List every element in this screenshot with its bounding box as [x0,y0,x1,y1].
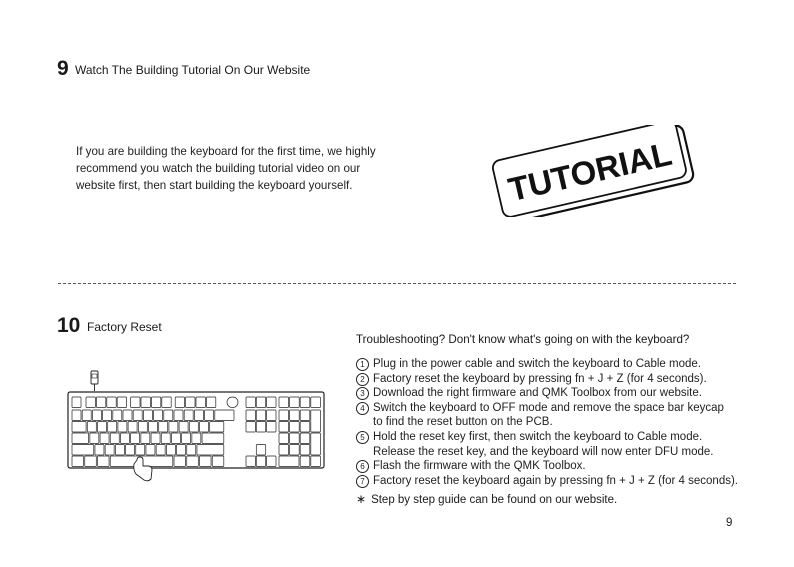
keycap [175,397,184,408]
step-marker: 5 [356,431,369,444]
keycap [182,433,191,444]
keycap [256,456,265,467]
keycap [279,456,299,467]
keycap [187,456,199,467]
keycap [72,397,81,408]
step-text: Factory reset the keyboard by pressing fn + J + Z (for 4 seconds). [373,372,707,385]
keycap [246,410,255,421]
keycap [200,422,209,433]
keyboard-illustration [62,364,330,489]
keycap [215,410,234,421]
stamp-text: TUTORIAL [504,134,676,209]
section-10-title: Factory Reset [87,320,162,334]
keycap [290,397,300,408]
keycap [108,422,117,433]
asterisk-icon: ∗ [356,492,367,506]
step-item [356,401,756,430]
keycap [151,397,160,408]
keycap [72,422,86,433]
keycap [290,410,300,421]
keycap [246,456,255,467]
tutorial-stamp-graphic [484,125,704,217]
keycap [311,410,321,432]
keycap [311,433,321,455]
keycap [138,422,147,433]
keycap [92,410,101,421]
step-item [356,372,756,387]
keycap [110,433,119,444]
keycap [279,422,289,433]
keycap [154,410,163,421]
step-marker: 6 [356,460,369,473]
section-9-paragraph [76,143,416,194]
keycap [256,410,265,421]
keycap [177,445,186,456]
page-number: 9 [726,517,733,529]
keycap [267,397,276,408]
keycap [103,410,112,421]
keycap [161,433,170,444]
tutorial-stamp [484,125,704,217]
step-marker: 7 [356,475,369,488]
keycap [143,410,152,421]
keycap [95,445,104,456]
keycap [290,433,300,444]
section-10-number: 10 [57,314,81,337]
keycap [174,456,186,467]
keycap [227,397,238,408]
keycap [210,422,224,433]
keycap [86,397,95,408]
step-item [356,459,756,474]
keycap [113,410,122,421]
usb-cable-icon [91,371,98,391]
step-marker: 1 [356,358,369,371]
keycap [118,422,127,433]
keycap [279,410,289,421]
keycap [82,410,91,421]
keycap [196,397,205,408]
keycap [202,433,224,444]
keycap [72,410,81,421]
keycap [123,410,132,421]
keycap [197,445,224,456]
step-text: Flash the firmware with the QMK Toolbox. [373,460,586,473]
keycap [141,397,150,408]
guide-note [356,492,617,506]
step-item [356,474,756,489]
keycap [87,422,96,433]
keycap [200,456,212,467]
guide-note-text: Step by step guide can be found on our website. [371,494,618,506]
keycap [279,433,289,444]
step-item [356,430,756,459]
keycap [300,456,310,467]
keycap [72,433,89,444]
step-marker: 3 [356,387,369,400]
step-text: Download the right firmware and QMK Toolbox from our website. [373,387,702,400]
paragraph-line: If you are building the keyboard for the first time, we highly [76,145,376,158]
keycap [189,422,198,433]
keycap [205,410,214,421]
keycap [126,445,135,456]
keycap [90,433,99,444]
keycap [300,445,310,456]
keycap [105,445,114,456]
keycap [311,397,321,408]
keycap [156,445,165,456]
step-text: Plug in the power cable and switch the keyboard to Cable mode. [373,358,701,370]
keycap [117,397,126,408]
step-text: Factory reset the keyboard again by pressing fn + J + Z (for 4 seconds). [373,474,738,487]
keycap [164,410,173,421]
keycap [267,410,276,421]
keycap [267,422,276,433]
keycap [186,397,195,408]
keycap [131,433,140,444]
section-9-number: 9 [57,57,69,80]
keycap [146,445,155,456]
keyboard-diagram [62,364,330,484]
keycap [141,433,150,444]
keycap [166,445,175,456]
keycap [136,445,145,456]
keycap [72,456,84,467]
keycap [246,397,255,408]
keycap [169,422,178,433]
keycap [98,456,110,467]
step-item [356,386,756,401]
keycap [174,410,183,421]
keycap [107,397,116,408]
keycap [300,433,310,444]
keycap [194,410,203,421]
section-9-title: Watch The Building Tutorial On Our Website [75,63,311,77]
step-marker: 2 [356,373,369,386]
step-item [356,357,756,372]
keycap [162,397,171,408]
keycap [300,397,310,408]
keycap [256,422,265,433]
keycap [133,410,142,421]
keycap [290,422,300,433]
keycap [179,422,188,433]
keycap [311,456,321,467]
paragraph-line: recommend you watch the building tutorial video on our [76,162,361,175]
paragraph-line: website first, then start building the keyboard yourself. [76,179,353,192]
keycap [100,433,109,444]
keycap [267,456,276,467]
keycap [131,397,140,408]
keycap [85,456,97,467]
step-text: Switch the keyboard to OFF mode and remove the space bar keycap to find the reset button on the PCB. [373,401,724,429]
reset-steps-list [356,357,756,488]
keycap [171,433,180,444]
keycap [115,445,124,456]
keycap [128,422,137,433]
keycap [98,422,107,433]
keycap [246,422,255,433]
keycap [159,422,168,433]
keycap [300,422,310,433]
step-marker: 4 [356,402,369,415]
keycap [279,397,289,408]
keycap [149,422,158,433]
section-divider [58,283,736,284]
step-text: Hold the reset key first, then switch the keyboard to Cable mode. Release the reset key, and the keyboard will now enter DFU mode. [373,430,714,458]
keycap [212,456,224,467]
keycap [96,397,105,408]
keycap [151,433,160,444]
keycap [279,445,289,456]
keycap [256,397,265,408]
keycap [206,397,215,408]
keycap [72,445,94,456]
keycap [187,445,196,456]
keycap [184,410,193,421]
keycap [120,433,129,444]
troubleshooting-intro: Troubleshooting? Don't know what's going on with the keyboard? [356,333,690,346]
keycap [300,410,310,421]
keycap [290,445,300,456]
keycap [192,433,201,444]
keycap [256,445,265,456]
